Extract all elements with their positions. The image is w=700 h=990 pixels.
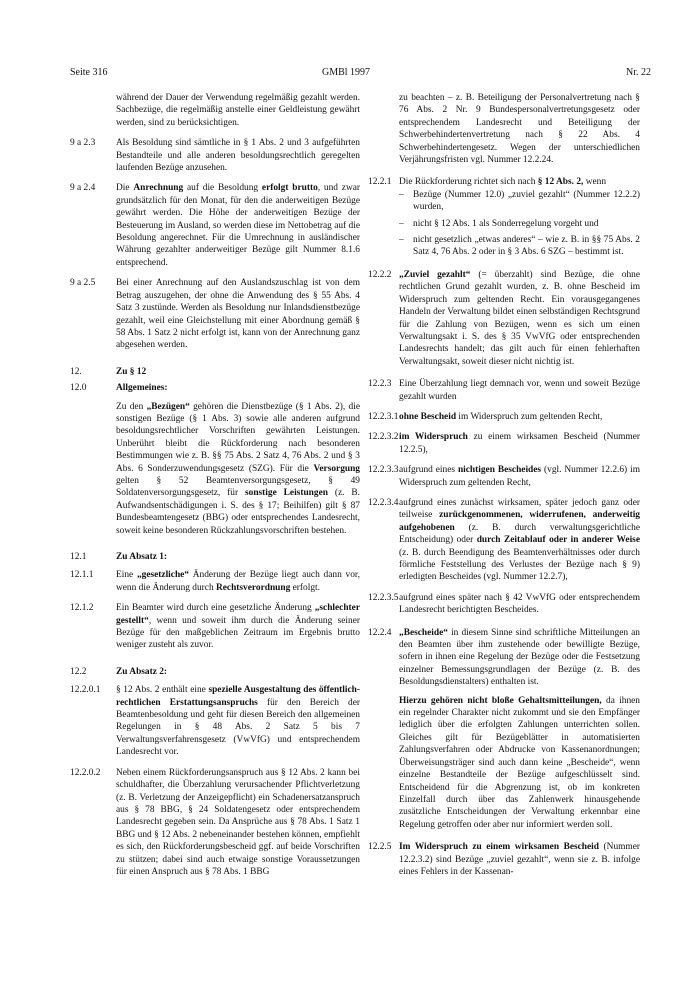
text-run: Ein Beamter wird durch eine gesetzliche Änderung [116, 603, 315, 614]
section-text [399, 431, 640, 456]
text-run: (vgl. Nummer 12.2.6) im Widerspruch zum geltenden Recht, [399, 465, 640, 488]
condition-list [399, 189, 640, 259]
section-12-2-1 [368, 176, 640, 188]
text-run: Zu den [116, 401, 147, 412]
bold-term: durch Zeitablauf oder in anderer Weise [476, 535, 640, 546]
section-title: Zu § 12 [116, 366, 147, 377]
dash-bullet: – [399, 189, 404, 200]
section-number: 12.2.3.3 [368, 465, 399, 476]
text-run: , und zwar grundsätzlich für den Monat, für den die anderweitigen Bezüge gewährt werden. Die Höhe der anderweitigen Bezüge der Besteuerung im Ausland, so werden diese im Nettobetrag auf die Besoldung angerechnet. Für die Umrechnung in ausländischer Währung gezahlter anderweitiger Bezüge gilt Nummer 8.1.6 entsprechend. [116, 183, 360, 268]
bold-term: sonstige Leistungen [244, 488, 328, 499]
bold-term: Rechtsverordnung [215, 582, 291, 593]
section-text [399, 411, 640, 423]
section-number: 12.2.5 [368, 842, 392, 853]
bold-term: „gesetzliche“ [136, 570, 190, 581]
text-run: aufgrund eines [399, 465, 458, 476]
bold-term: Anrechnung [133, 183, 184, 194]
list-item-text: nicht § 12 Abs. 1 als Sonderregelung vorgeht und [413, 218, 599, 229]
text-run: Die Rückforderung richtet sich nach [399, 177, 538, 188]
section-number: 9 a 2.4 [70, 183, 96, 194]
bold-term: Im Widerspruch zu einem wirksamen Bescheid [399, 842, 599, 853]
text-run: für den Bereich der Beamtenbesoldung und geht für diesen Bereich den allgemeinen Regelungen in § 48 Abs. 2 Satz 5 bis 7 Verwaltungsverfahrensgesetz (VwVfG) und entsprechendem Landesrecht vor. [116, 697, 361, 758]
bold-term: „Bezügen“ [146, 401, 190, 412]
section-number: 12.1 [70, 552, 87, 562]
journal-title: GMBl 1997 [322, 67, 371, 78]
section-12-2-heading [70, 666, 360, 678]
section-text [399, 627, 640, 689]
section-text: Als Besoldung sind sämtliche in § 1 Abs. 2 und 3 aufgeführten Bestandteile und alle anderen besoldungsrechtlich geregelten laufenden Bezüge anzusehen. [116, 138, 360, 174]
text-run: in diesem Sinne sind schriftliche Mitteilungen an den Beamten über ihm zustehende oder bewilligte Bezüge, sofern in ihnen eine Regelung der Bezüge oder die Festsetzung einzelner Bemessungsgrundlagen der Bezüge (z. B. des Besoldungsdienstalters) enthalten ist. [399, 627, 640, 688]
section-text: Bei einer Anrechnung auf den Auslandszuschlag ist von dem Betrag auszugehen, der ohne die Anwendung des § 55 Abs. 4 Satz 3 zustünde. Werden als Besoldung nur Inlandsdienstbezüge gezahlt, weil eine Gleichstellung mit einer Abordnung gemäß § 58 Abs. 1 Satz 2 nicht erfolgt ist, kann von der Anrechnung ganz abgesehen werden. [116, 278, 360, 351]
text-run: auf die Besoldung [183, 183, 262, 194]
section-text [116, 182, 360, 269]
bold-term: „Bescheide“ [399, 627, 448, 638]
section-12-2-0-1 [70, 684, 360, 758]
bold-term: Hierzu gehören nicht bloße Gehaltsmitteilungen, [399, 695, 602, 706]
dash-bullet: – [399, 235, 404, 246]
section-number: 12.2.4 [368, 627, 392, 638]
bold-term: Versorgung [313, 463, 360, 474]
text-run: (Nummer 12.2.3.2) sind Bezüge „zuviel gezahlt“, wenn sie z. B. infolge eines Fehlers in der Kassenan- [399, 842, 640, 877]
bold-term: „Zuviel gezahlt“ [399, 269, 471, 280]
list-item [399, 234, 640, 259]
section-9a-2-4 [70, 182, 360, 269]
bold-term: § 12 Abs. 2, [537, 177, 584, 188]
bold-term: spezielle Ausgestaltung des öffentlich-rechtlichen Erstattungsanspruchs [116, 685, 360, 708]
text-run: im Widerspruch zum geltenden Recht, [456, 411, 603, 422]
section-text [399, 841, 640, 878]
section-title: Allgemeines: [116, 383, 168, 394]
dash-bullet: – [399, 218, 404, 229]
section-text [399, 497, 640, 584]
section-text [116, 684, 360, 758]
section-number: 12.2.3.4 [368, 497, 399, 508]
text-run: Die [116, 183, 134, 194]
text-run: (z. B. Aufwandsentschädigungen i. S. des § 17; Beihilfen) gilt § 87 Bundesbeamtengesetz (BBG) oder entsprechendes Landesrecht, soweit keine besonderen Rückzahlungsvorschriften bestehen. [116, 488, 360, 536]
section-12-2-3-2 [368, 431, 640, 456]
text-run: § 12 Abs. 2 enthält eine [116, 685, 209, 696]
bold-term: im Widerspruch [399, 432, 468, 443]
section-text [116, 569, 360, 594]
section-text [399, 269, 640, 368]
section-number: 12.2 [70, 666, 87, 677]
bold-term: zurückgenommenen, widerrufenen, anderweitig aufgehobenen [399, 510, 640, 533]
section-12-heading [70, 366, 360, 378]
text-run: (z. B. durch Beendigung des Beamtenverhältnisses oder durch förmliche Feststellung des Verlustes der Bezüge nach § 9) erledigten Bescheides (vgl. Nummer 12.2.7), [399, 547, 640, 583]
section-number: 12.1.1 [70, 570, 94, 581]
issue-number: Nr. 22 [626, 67, 651, 78]
section-number: 12.2.0.1 [70, 685, 101, 696]
section-12-2-3-1 [368, 411, 640, 423]
list-item [399, 189, 640, 214]
section-number: 12.2.3.1 [368, 411, 399, 422]
section-text: Neben einem Rückforderungsanspruch aus § 12 Abs. 2 kann bei schuldhafter, die Überzahlung verursachender Pflichtverletzung (z. B. Verletzung der Anzeigepflicht) ein Schadenersatzanspruch aus § 78 BBG, § 24 Soldatengesetz oder entsprechendem Landesrecht gegeben sein. Da Ansprüche aus § 78 Abs. 1 Satz 1 BBG und § 12 Abs. 2 nebeneinander bestehen können, empfiehlt es sich, den Rückforderungsbescheid ggf. auf beide Vorschriften zu stützen; dabei sind auch etwaige sonstige Voraussetzungen für einen Anspruch aus § 78 Abs. 1 BBG [116, 767, 360, 877]
section-text: Eine Überzahlung liegt demnach vor, wenn und soweit Bezüge gezahlt wurden [399, 379, 640, 402]
section-12-1-heading [70, 551, 360, 563]
section-title: Zu Absatz 2: [116, 666, 168, 677]
section-12-2-3-4 [368, 497, 640, 584]
section-number: 12.2.3.5 [368, 592, 399, 603]
section-12-2-2 [368, 269, 640, 368]
bold-term: „schlechter gestellt“ [116, 603, 360, 626]
section-12-2-5 [368, 841, 640, 878]
section-number: 9 a 2.3 [70, 138, 96, 149]
section-number: 12.2.3 [368, 379, 392, 390]
text-run: da ihnen ein regelnder Charakter nicht zukommt und sie den Empfänger lediglich über die erfolgten Zahlungen unterrichten sollen. Gleiches gilt für Bezügeblätter in automatisierten Zahlungsverfahren oder Abdrucke von Kassenanordnungen; Überweisungsträger sind auch dann keine „Bescheide“, wenn einzelne Bestandteile der Bezüge aufgeschlüsselt sind. Entscheidend für die Abgrenzung ist, ob im konkreten Einzelfall durch über das Zahlenwerk hinausgehende zusätzliche Entscheidungen der Verwaltung erkennbar eine Regelung getroffen oder aber nur informiert werden soll. [399, 695, 640, 830]
text-run: Änderung der Bezüge liegt auch dann vor, wenn die Änderung durch [116, 570, 360, 593]
section-12-1-2 [70, 602, 360, 652]
text-run: gehören die Dienstbezüge (§ 1 Abs. 2), die sonstigen Bezüge (§ 1 Abs. 3) sowie alle anderen aufgrund besoldungsrechtlicher Vorschriften gewährten Leistungen. Unberührt bleibt die Rückforderung nach besonderen Bestimmungen wie z. B. §§ 75 Abs. 2 Satz 4, 76 Abs. 2 und § 3 Abs. 6 Sonderzuwendungsgesetz (SZG). Für die [116, 401, 360, 474]
bold-term: nichtigen Bescheides [457, 465, 542, 476]
section-title: Zu Absatz 1: [116, 552, 168, 562]
text-run: , wenn und soweit ihm durch die Änderung seiner Bezüge für den maßgeblichen Zeitraum im Ergebnis brutto weniger zusteht als zuvor. [116, 615, 360, 651]
bold-term: erfolgt brutto [261, 183, 318, 194]
section-12-1-1 [70, 569, 360, 594]
section-number: 12.2.1 [368, 177, 392, 188]
right-intro-paragraph: zu beachten – z. B. Beteiligung der Personalvertretung nach § 76 Abs. 2 Nr. 9 Bundespersonalvertretungsgesetz oder entsprechendem Landesrecht und Beteiligung der Schwerbehindertenvertretung nach § 22 Abs. 4 Schwerbehindertengesetz. Wegen der unterschiedlichen Verjährungsfristen vgl. Nummer 12.2.24. [399, 93, 640, 166]
section-number: 12.1.2 [70, 603, 94, 614]
text-run: gelten § 52 Beamtenversorgungsgesetz, § 49 Soldatenversorgungsgesetz, für [116, 475, 360, 499]
page-number: Seite 316 [70, 67, 108, 78]
section-number: 12. [70, 366, 82, 377]
section-12-0-heading [70, 382, 360, 394]
list-item-text: nicht gesetzlich „etwas anderes“ – wie z. B. in §§ 75 Abs. 2 Satz 4, 76 Abs. 2 oder in § 3 Abs. 6 SZG – bestimmt ist. [413, 235, 640, 258]
section-9a-2-3 [70, 137, 360, 174]
section-number: 9 a 2.5 [70, 278, 96, 289]
section-number: 12.2.3.2 [368, 432, 399, 443]
text-run: (z. B. durch verwaltungsgerichtliche Entscheidung) oder [399, 522, 640, 546]
text-run: (= überzahlt) sind Bezüge, die ohne rechtlichen Grund gezahlt wurden, z. B. ohne Bescheid im Widerspruch zum geltenden Recht. Ein vorausgegangenes Handeln der Verwaltung bildet einen selbständigen Rechtsgrund für die Zahlung von Bezügen, wenn es sich um einen Verwaltungsakt i. S. des § 35 VwVfG oder entsprechenden Landesrechts handelt; das gilt auch für einen fehlerhaften Verwaltungsakt, soweit dieser nicht nichtig ist. [399, 269, 640, 367]
text-run: wenn [583, 177, 607, 188]
section-12-2-4-continued [399, 695, 640, 831]
bold-term: ohne Bescheid [399, 411, 457, 422]
section-text [399, 176, 640, 188]
section-number: 12.2.2 [368, 269, 392, 280]
section-12-0-text [116, 401, 360, 537]
section-text [116, 602, 360, 652]
left-column [70, 92, 360, 878]
section-text: aufgrund eines später nach § 42 VwVfG oder entsprechendem Landesrecht berichtigten Bescheides. [399, 592, 640, 616]
section-12-2-4 [368, 627, 640, 689]
section-text [399, 464, 640, 489]
text-run: zu einem wirksamen Bescheid (Nummer 12.2.5), [399, 432, 641, 455]
text-run: Eine [116, 570, 137, 581]
text-run: aufgrund eines zunächst wirksamen, später jedoch ganz oder teilweise [399, 497, 640, 521]
section-number: 12.0 [70, 383, 87, 394]
section-12-2-3-5 [368, 592, 640, 617]
text-run: erfolgt. [290, 582, 320, 593]
section-9a-2-5 [70, 277, 360, 351]
section-number: 12.2.0.2 [70, 767, 101, 778]
list-item [399, 218, 640, 230]
left-intro-paragraph: während der Dauer der Verwendung regelmäßig gezahlt werden. Sachbezüge, die regelmäßig anstelle einer Geldleistung gewährt werden, sind zu berücksichtigen. [116, 93, 360, 128]
section-12-2-3 [368, 378, 640, 403]
section-12-2-3-3 [368, 464, 640, 489]
right-column [368, 92, 640, 878]
list-item-text: Bezüge (Nummer 12.0) „zuviel gezahlt“ (Nummer 12.2.2) wurden, [413, 189, 640, 213]
section-12-2-0-2 [70, 767, 360, 879]
